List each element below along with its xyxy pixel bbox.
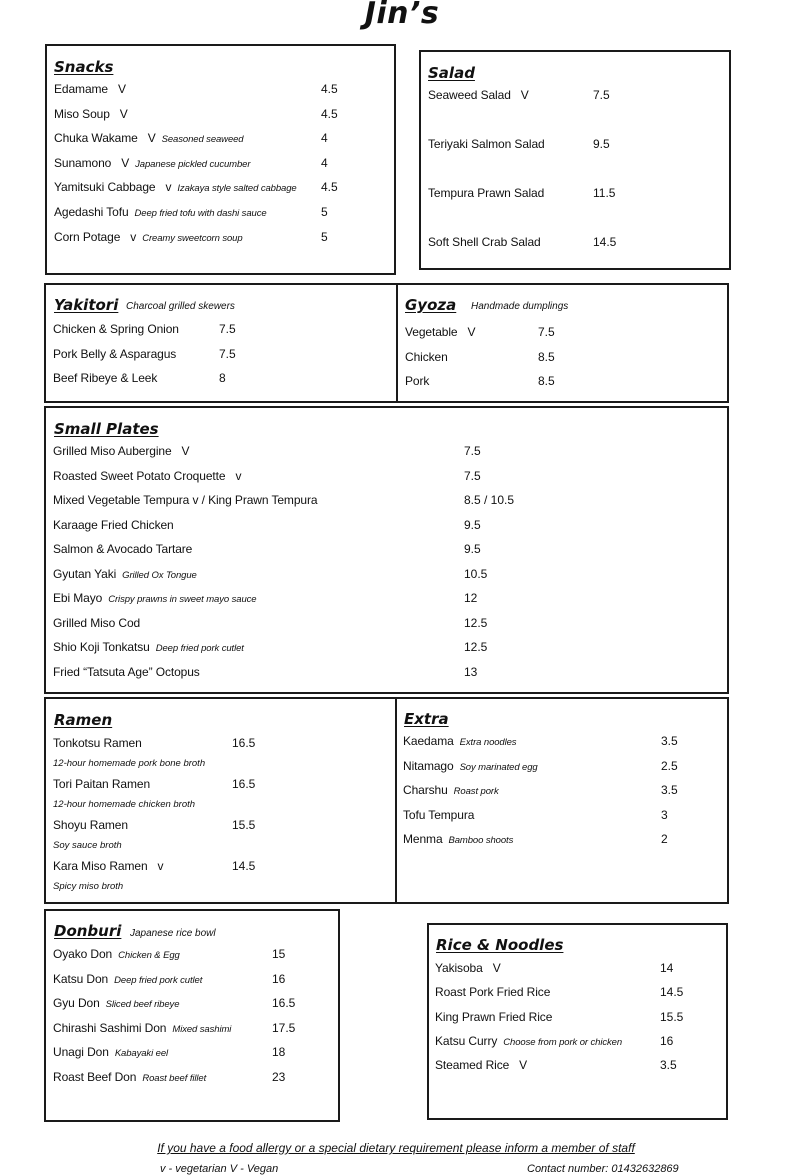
snack-item	[54, 230, 243, 244]
salad-item-price: 14.5	[593, 235, 617, 249]
extra-item-description: Bamboo shoots	[448, 835, 514, 846]
ramen-item-note: Soy sauce broth	[53, 840, 122, 851]
small-plate-item-price: 12.5	[464, 615, 488, 630]
small-plate-item-name: Grilled Miso Aubergine	[53, 444, 172, 458]
extra-item-description: Soy marinated egg	[459, 761, 538, 773]
small-plate-item-name: Grilled Miso Cod	[53, 615, 141, 630]
donburi-item	[53, 1070, 206, 1084]
gyoza-item	[405, 350, 448, 364]
donburi-item-description: Sliced beef ribeye	[105, 999, 180, 1010]
yakitori-item-name: Chicken & Spring Onion	[53, 322, 179, 336]
small-plate-item-price: 9.5	[464, 542, 481, 556]
extra-item-price: 3.5	[661, 783, 678, 797]
snack-item-name: Agedashi Tofu	[54, 205, 129, 219]
donburi-item-price: 15	[272, 947, 286, 961]
donburi-item	[53, 947, 180, 961]
small-plate-item-price: 13	[464, 664, 478, 679]
extra-item-price: 3	[661, 807, 668, 822]
extra-item	[403, 734, 516, 748]
snack-item-description: Seasoned seaweed	[161, 134, 244, 146]
donburi-item-name: Oyako Don	[53, 947, 113, 961]
donburi-item-description: Deep fried pork cutlet	[114, 974, 203, 986]
extra-item	[403, 808, 474, 822]
small-plate-item-price: 9.5	[464, 517, 481, 532]
ramen-item-price: 15.5	[232, 818, 256, 832]
donburi-title: Donburi	[54, 922, 122, 940]
ramen-item	[53, 736, 142, 750]
rice-noodles-item	[435, 1010, 552, 1024]
ramen-item	[53, 777, 150, 791]
extra-item-name: Nitamago	[403, 758, 454, 773]
donburi-item-price: 18	[272, 1045, 286, 1059]
small-plate-item-description: Crispy prawns in sweet mayo sauce	[108, 594, 257, 605]
ramen-item-note: 12-hour homemade pork bone broth	[53, 758, 206, 769]
gyoza-item-price: 8.5	[538, 374, 555, 388]
snack-item	[54, 131, 244, 145]
gyoza-item-name: Vegetable	[405, 325, 458, 339]
yakitori-item-price: 7.5	[219, 322, 236, 336]
donburi-item-price: 17.5	[272, 1020, 296, 1035]
snack-item-price: 5	[321, 229, 328, 244]
gyoza-subtitle: Handmade dumplings	[471, 301, 569, 312]
rice-noodles-item-price: 3.5	[660, 1058, 677, 1073]
donburi-item-name: Katsu Don	[53, 971, 109, 986]
rice-noodles-item-description: Choose from pork or chicken	[503, 1036, 623, 1048]
salad-item-name: Seaweed Salad	[428, 88, 511, 102]
snack-item-name: Chuka Wakame	[54, 131, 138, 146]
rice-noodles-item-name: Roast Pork Fried Rice	[435, 985, 551, 1000]
yakitori-item-name: Beef Ribeye & Leek	[53, 371, 158, 385]
donburi-item-name: Gyu Don	[53, 996, 100, 1010]
snack-item	[54, 82, 126, 96]
rice-noodles-item	[435, 985, 550, 999]
extra-item-name: Kaedama	[403, 734, 454, 748]
ramen-item-note: Spicy miso broth	[53, 881, 124, 892]
yakitori-item	[53, 371, 157, 385]
snack-item-price: 4.5	[321, 106, 338, 121]
yakitori-item-price: 8	[219, 371, 226, 385]
ramen-item-name: Tori Paitan Ramen	[53, 777, 151, 791]
extra-section	[395, 697, 729, 904]
rice-noodles-title: Rice & Noodles	[436, 936, 564, 954]
small-plate-item-price: 7.5	[464, 444, 481, 458]
vegetarian-mark: V	[467, 325, 476, 339]
extra-title: Extra	[404, 710, 449, 728]
small-plate-item-price: 12	[464, 591, 478, 605]
snack-item-description: Izakaya style salted cabbage	[177, 183, 297, 195]
small-plate-item-price: 12.5	[464, 640, 488, 654]
small-plate-item	[53, 518, 174, 532]
gyoza-item-name: Chicken	[405, 349, 448, 364]
vegetarian-mark: v	[157, 859, 164, 873]
gyoza-item-price: 7.5	[538, 325, 555, 339]
rice-noodles-item	[435, 1058, 527, 1072]
salad-item	[428, 235, 541, 249]
small-plate-item-description: Deep fried pork cutlet	[155, 643, 244, 654]
extra-item-price: 2.5	[661, 758, 678, 773]
salad-item	[428, 186, 544, 200]
vegetarian-mark: v	[130, 229, 137, 244]
snack-item-price: 4	[321, 131, 328, 146]
extra-item-name: Menma	[403, 832, 443, 846]
donburi-item	[53, 1045, 168, 1059]
snack-item-description: Japanese pickled cucumber	[135, 158, 251, 170]
vegetarian-mark: V	[119, 106, 128, 121]
small-plate-item-price: 8.5 / 10.5	[464, 493, 515, 507]
vegetarian-mark: v	[165, 180, 172, 195]
donburi-item-name: Chirashi Sashimi Don	[53, 1020, 167, 1035]
vegetarian-mark: V	[519, 1058, 528, 1073]
salad-item	[428, 88, 529, 102]
vegetarian-mark: V	[520, 88, 529, 102]
donburi-item	[53, 996, 179, 1010]
salad-item-price: 11.5	[593, 186, 616, 200]
gyoza-item	[405, 325, 475, 339]
salad-item-name: Soft Shell Crab Salad	[428, 235, 541, 249]
gyoza-item	[405, 374, 429, 388]
donburi-item	[53, 972, 202, 986]
snack-item-price: 4.5	[321, 180, 338, 195]
ramen-item	[53, 859, 163, 873]
yakitori-subtitle: Charcoal grilled skewers	[126, 301, 235, 312]
small-plate-item-name: Shio Koji Tonkatsu	[53, 640, 150, 654]
ramen-item-name: Shoyu Ramen	[53, 818, 128, 832]
rice-noodles-item-price: 15.5	[660, 1009, 684, 1024]
dietary-legend: v - vegetarian V - Vegan	[160, 1163, 279, 1175]
ramen-item-note: 12-hour homemade chicken broth	[53, 799, 196, 810]
small-plate-item-price: 10.5	[464, 566, 488, 581]
yakitori-title: Yakitori	[54, 296, 119, 314]
donburi-item-description: Mixed sashimi	[172, 1023, 232, 1035]
contact-number: Contact number: 01432632869	[527, 1163, 679, 1175]
snack-item	[54, 180, 297, 194]
extra-item-description: Roast pork	[453, 786, 499, 797]
donburi-item-description: Kabayaki eel	[114, 1048, 169, 1059]
gyoza-item-name: Pork	[405, 374, 430, 388]
small-plate-item-name: Mixed Vegetable Tempura v / King Prawn Tempura	[53, 493, 318, 507]
salad-item	[428, 137, 545, 151]
small-plate-item	[53, 665, 200, 679]
gyoza-item-price: 8.5	[538, 349, 555, 364]
restaurant-title: Jin’s	[364, 0, 440, 31]
snack-item-name: Yamitsuki Cabbage	[54, 180, 156, 195]
yakitori-item-price: 7.5	[219, 346, 236, 361]
extra-item	[403, 759, 538, 773]
donburi-item-description: Chicken & Egg	[118, 950, 180, 961]
snack-item	[54, 156, 250, 170]
snack-item-name: Sunamono	[54, 155, 112, 170]
ramen-item	[53, 818, 128, 832]
donburi-item-price: 23	[272, 1069, 286, 1084]
extra-item-price: 3.5	[661, 734, 678, 748]
allergy-note: If you have a food allergy or a special dietary requirement please inform a member of staff	[157, 1141, 635, 1155]
ramen-item-price: 16.5	[232, 736, 256, 750]
small-plate-item	[53, 469, 241, 483]
extra-item-name: Charshu	[403, 783, 448, 797]
snack-item-name: Edamame	[54, 82, 108, 96]
extra-item	[403, 832, 513, 846]
snacks-title: Snacks	[54, 58, 114, 76]
donburi-item-name: Roast Beef Don	[53, 1069, 137, 1084]
donburi-section	[44, 909, 340, 1122]
rice-noodles-item-name: Steamed Rice	[435, 1058, 510, 1073]
vegetarian-mark: V	[492, 961, 501, 975]
snack-item-name: Miso Soup	[54, 106, 110, 121]
small-plate-item-name: Ebi Mayo	[53, 591, 103, 605]
salad-item-name: Teriyaki Salmon Salad	[428, 137, 545, 151]
snack-item-price: 4	[321, 155, 328, 170]
small-plate-item-name: Karaage Fried Chicken	[53, 517, 174, 532]
small-plate-item-price: 7.5	[464, 468, 481, 483]
snack-item	[54, 107, 128, 121]
yakitori-item-name: Pork Belly & Asparagus	[53, 346, 177, 361]
snack-item-description: Creamy sweetcorn soup	[142, 232, 243, 244]
small-plate-item	[53, 591, 256, 605]
donburi-subtitle: Japanese rice bowl	[130, 928, 216, 939]
vegetarian-mark: V	[181, 444, 190, 458]
extra-item-price: 2	[661, 832, 668, 846]
snack-item	[54, 205, 267, 219]
vegetarian-mark: V	[147, 131, 156, 146]
rice-noodles-item	[435, 961, 501, 975]
yakitori-item	[53, 347, 176, 361]
gyoza-title: Gyoza	[405, 296, 457, 314]
vegetarian-mark: v	[235, 468, 242, 483]
yakitori-item	[53, 322, 179, 336]
snack-item-price: 5	[321, 205, 328, 219]
ramen-item-price: 14.5	[232, 859, 256, 873]
ramen-item-name: Kara Miso Ramen	[53, 859, 148, 873]
small-plate-item-name: Salmon & Avocado Tartare	[53, 542, 193, 556]
ramen-item-name: Tonkotsu Ramen	[53, 736, 142, 750]
small-plate-item-name: Gyutan Yaki	[53, 566, 117, 581]
ramen-title: Ramen	[54, 711, 113, 729]
donburi-item-description: Roast beef fillet	[142, 1072, 207, 1084]
donburi-item-name: Unagi Don	[53, 1045, 109, 1059]
small-plate-item	[53, 616, 140, 630]
salad-item-name: Tempura Prawn Salad	[428, 186, 545, 200]
small-plate-item-name: Roasted Sweet Potato Croquette	[53, 468, 226, 483]
small-plates-title: Small Plates	[54, 420, 159, 438]
extra-item-description: Extra noodles	[459, 737, 517, 748]
small-plate-item	[53, 567, 197, 581]
rice-noodles-item-price: 14.5	[660, 985, 684, 1000]
small-plate-item	[53, 640, 244, 654]
rice-noodles-item-name: Yakisoba	[435, 961, 483, 975]
donburi-item-price: 16	[272, 971, 286, 986]
small-plate-item	[53, 444, 189, 458]
snack-item-name: Corn Potage	[54, 229, 121, 244]
small-plate-item	[53, 493, 317, 507]
rice-noodles-item-price: 16	[660, 1033, 674, 1048]
vegetarian-mark: V	[118, 82, 126, 96]
salad-item-price: 9.5	[593, 137, 610, 151]
rice-noodles-item	[435, 1034, 622, 1048]
rice-noodles-item-name: King Prawn Fried Rice	[435, 1009, 553, 1024]
salad-item-price: 7.5	[593, 88, 610, 102]
extra-item-name: Tofu Tempura	[403, 807, 475, 822]
salad-title: Salad	[428, 64, 475, 82]
snack-item-description: Deep fried tofu with dashi sauce	[134, 208, 267, 219]
small-plate-item-name: Fried “Tatsuta Age” Octopus	[53, 664, 200, 679]
donburi-item	[53, 1021, 231, 1035]
vegetarian-mark: V	[121, 155, 130, 170]
extra-item	[403, 783, 499, 797]
rice-noodles-item-name: Katsu Curry	[435, 1033, 498, 1048]
small-plate-item	[53, 542, 192, 556]
rice-noodles-item-price: 14	[660, 961, 674, 975]
ramen-item-price: 16.5	[232, 777, 256, 791]
snack-item-price: 4.5	[321, 82, 338, 96]
donburi-item-price: 16.5	[272, 996, 296, 1010]
small-plate-item-description: Grilled Ox Tongue	[122, 569, 197, 581]
